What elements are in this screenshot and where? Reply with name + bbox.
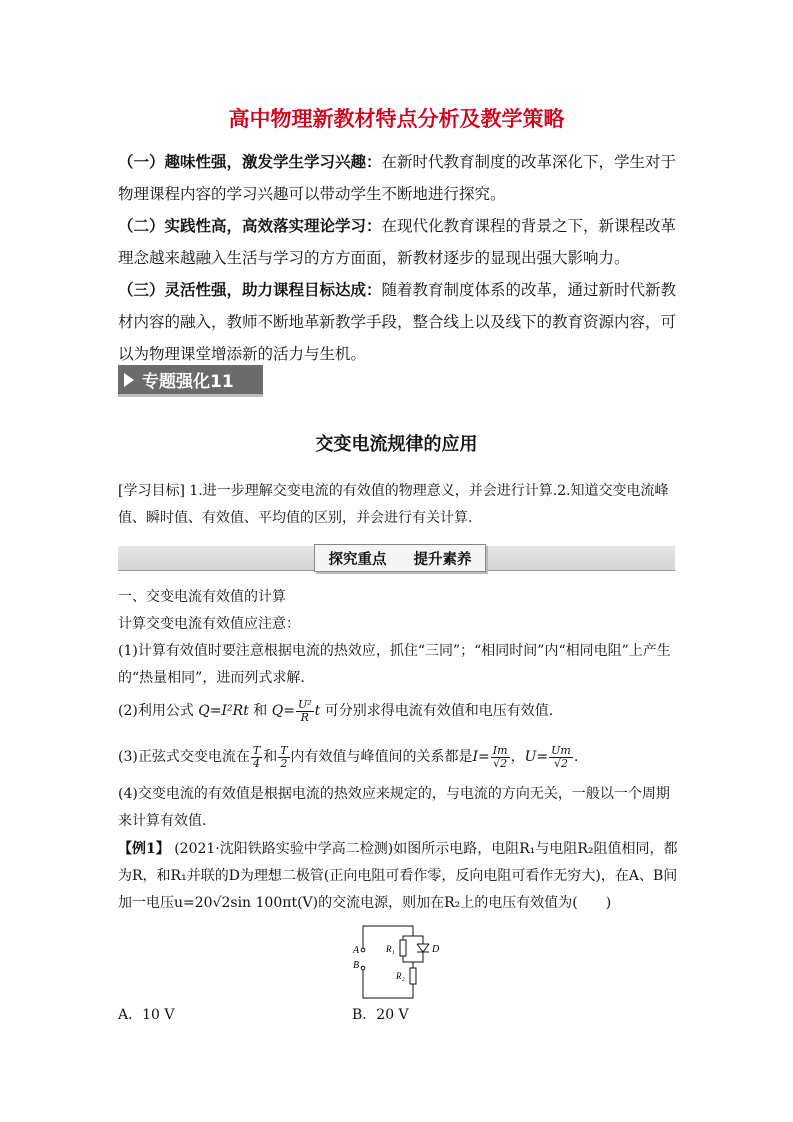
section-header-box bbox=[314, 544, 486, 572]
half-period-fraction bbox=[278, 745, 289, 770]
quarter-period-num: T bbox=[252, 743, 261, 757]
label-a: A bbox=[353, 945, 360, 956]
section-header-right: 提升素养 bbox=[413, 551, 472, 568]
quarter-period-fraction bbox=[251, 745, 262, 770]
example-1-text: (2021·沈阳铁路实验中学高二检测)如图所示电路，电阻R₁与电阻R₂阻值相同，都为R，和R₁并联的D为理想二极管(正向电阻可看作零，反向电阻可看作无穷大)，在A、B间加一电压u=20√2sin 100πt(V)的交流电源，则加在R₂上的电压有效值为( ) bbox=[118, 841, 678, 911]
formula-voltage-fraction bbox=[296, 699, 314, 724]
intro-paragraph-1-head: （一）趣味性强，激发学生学习兴趣： bbox=[118, 152, 382, 171]
choice-a: A．10 V bbox=[118, 1007, 175, 1023]
quarter-period-den: 4 bbox=[253, 756, 261, 770]
note-item-3 bbox=[118, 744, 678, 771]
learning-goals-label: [学习目标] bbox=[118, 483, 185, 499]
note-item-4: (4)交变电流的有效值是根据电流的热效应来规定的，与电流的方向无关，一般以一个周期来计算有效值. bbox=[118, 786, 670, 829]
example-1-label: 【例1】 bbox=[118, 841, 170, 857]
note-item-2-prefix: (2)利用公式 bbox=[118, 703, 194, 719]
note-item-3-prefix: (3)正弦式交变电流在 bbox=[118, 749, 250, 765]
formula-current-left: I= bbox=[472, 749, 490, 765]
note-item-1: (1)计算有效值时要注意根据电流的热效应，抓住“三同”；“相同时间”内“相同电阻”上产生的“热量相同”，进而列式求解. bbox=[118, 643, 671, 686]
formula-current-fraction bbox=[491, 745, 510, 770]
note-item-2 bbox=[118, 698, 678, 725]
formula-current-den: √2 bbox=[493, 756, 508, 770]
label-d: D bbox=[432, 944, 440, 955]
topic-banner bbox=[118, 365, 263, 397]
section-header-left: 探究重点 bbox=[328, 551, 387, 568]
formula-volt-num: Um bbox=[551, 743, 571, 757]
note-item-2-suffix: 可分别求得电流有效值和电压有效值. bbox=[324, 703, 554, 719]
note-item-3-and: 和 bbox=[263, 749, 278, 765]
circuit-diagram bbox=[345, 918, 445, 1006]
learning-goals bbox=[118, 478, 678, 532]
note-item-3-mid: 内有效值与峰值间的关系都是 bbox=[290, 749, 473, 765]
formula-joule: Q=I²Rt bbox=[198, 703, 249, 719]
label-r1: R₁ bbox=[386, 944, 395, 954]
topic-banner-label: 专题强化11 bbox=[142, 372, 234, 392]
terminal-a bbox=[361, 948, 365, 952]
terminal-b bbox=[361, 966, 365, 970]
intro-paragraph-2 bbox=[118, 210, 678, 274]
formula-volt-left: U= bbox=[524, 749, 549, 765]
intro-paragraph-2-body: 在现代化教育课程的背景之下，新课程改革理念越来越融入生活与学习的方方面面，新教材逐步的显现出强大影响力。 bbox=[118, 217, 677, 267]
intro-paragraph-2-head: （二）实践性高，高效落实理论学习： bbox=[118, 216, 382, 235]
formula-voltage-den: R bbox=[300, 710, 309, 724]
label-r2: R₂ bbox=[396, 971, 405, 981]
label-b: B bbox=[353, 960, 360, 971]
formula-current-num: Im bbox=[492, 743, 508, 757]
learning-goals-text: 1.进一步理解交变电流的有效值的物理意义，并会进行计算.2.知道交变电流峰值、瞬时值、有效值、平均值的区别，并会进行有关计算. bbox=[118, 483, 669, 526]
note-item-3-sep: ， bbox=[510, 749, 525, 765]
section-header-bar bbox=[118, 546, 675, 571]
play-arrow-icon bbox=[124, 373, 134, 387]
intro-paragraph-1 bbox=[118, 146, 678, 210]
half-period-num: T bbox=[280, 743, 288, 757]
formula-voltage-right: t bbox=[314, 703, 321, 719]
half-period-den: 2 bbox=[280, 756, 288, 770]
choice-b: B．20 V bbox=[352, 1007, 409, 1023]
formula-voltage-left: Q= bbox=[271, 703, 295, 719]
intro-paragraph-3 bbox=[118, 274, 678, 370]
formula-volt-fraction bbox=[549, 745, 573, 770]
formula-volt-den: √2 bbox=[553, 756, 568, 770]
example-1 bbox=[118, 836, 678, 917]
intro-paragraph-3-head: （三）灵活性强，助力课程目标达成： bbox=[118, 280, 382, 299]
section-heading-1: 一、交变电流有效值的计算 bbox=[118, 589, 286, 605]
page-title: 高中物理新教材特点分析及教学策略 bbox=[228, 107, 565, 131]
formula-voltage-num: U² bbox=[297, 697, 312, 711]
lesson-title: 交变电流规律的应用 bbox=[315, 434, 478, 455]
note-intro: 计算交变电流有效值应注意： bbox=[118, 616, 300, 632]
intro-paragraph-3-body: 随着教育制度体系的改革，通过新时代新教材内容的融入，教师不断地革新教学手段，整合线上以及线下的教育资源内容，可以为物理课堂增添新的活力与生机。 bbox=[118, 281, 677, 363]
intro-paragraph-1-body: 在新时代教育制度的改革深化下，学生对于物理课程内容的学习兴趣可以带动学生不断地进行探究。 bbox=[118, 153, 677, 203]
note-item-3-end: . bbox=[573, 749, 579, 765]
note-item-2-and: 和 bbox=[253, 703, 268, 719]
